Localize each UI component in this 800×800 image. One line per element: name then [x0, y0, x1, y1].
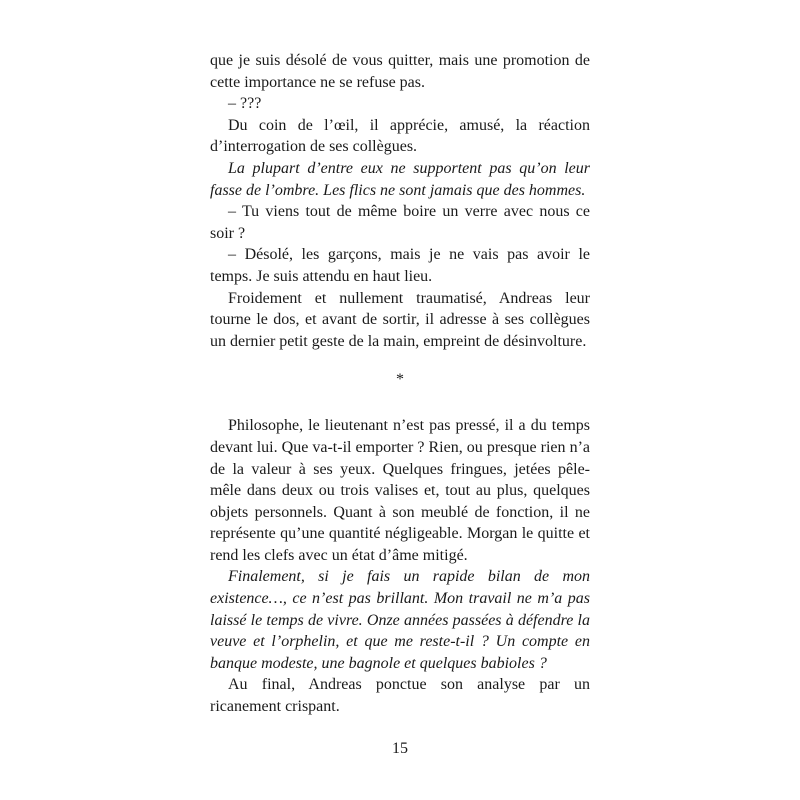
section-separator: *	[396, 371, 404, 389]
paragraph: Au final, Andreas ponctue son analyse par un ricanement crispant.	[210, 676, 590, 716]
paragraph: Froidement et nullement traumatisé, Andreas leur tourne le dos, et avant de sortir, il adresse à ses collègues un dernier petit geste de la main, empreint de désinvolture.	[210, 289, 590, 350]
paragraph: que je suis désolé de vous quitter, mais une promotion de cette importance ne se refuse pas.	[210, 52, 590, 91]
paragraph-italic: Finalement, si je fais un rapide bilan de mon existence…, ce n’est pas brillant. Mon travail ne m’a pas laissé le temps de vivre. Onze années passées à défendre la veuve et l’orphelin, et que me reste-t-il ? Un compte en banque modeste, une bagnole et quelques babioles ?	[210, 568, 590, 672]
paragraph: – Désolé, les garçons, mais je ne vais pas avoir le temps. Je suis attendu en haut lieu.	[210, 246, 590, 285]
page-number: 15	[392, 740, 408, 757]
paragraph: – ???	[228, 95, 262, 113]
paragraph-italic: La plupart d’entre eux ne supportent pas qu’on leur fasse de l’ombre. Les flics ne sont jamais que des hommes.	[210, 159, 590, 199]
paragraph: Philosophe, le lieutenant n’est pas pressé, il a du temps devant lui. Que va-t-il emporter ? Rien, ou presque rien n’a de la valeur à ses yeux. Quelques fringues, jetées pêle-mêle dans deux ou trois valises et, tout au plus, quelques objets personnels. Quant à son meublé de fonction, il ne représente qu’une quantité négligeable. Morgan le quitte et rend les clefs avec un état d’âme mitigé.	[210, 417, 590, 564]
book-page	[210, 50, 590, 718]
paragraph: Du coin de l’œil, il apprécie, amusé, la réaction d’interrogation de ses collègues.	[210, 116, 590, 156]
paragraph: – Tu viens tout de même boire un verre avec nous ce soir ?	[210, 203, 590, 242]
